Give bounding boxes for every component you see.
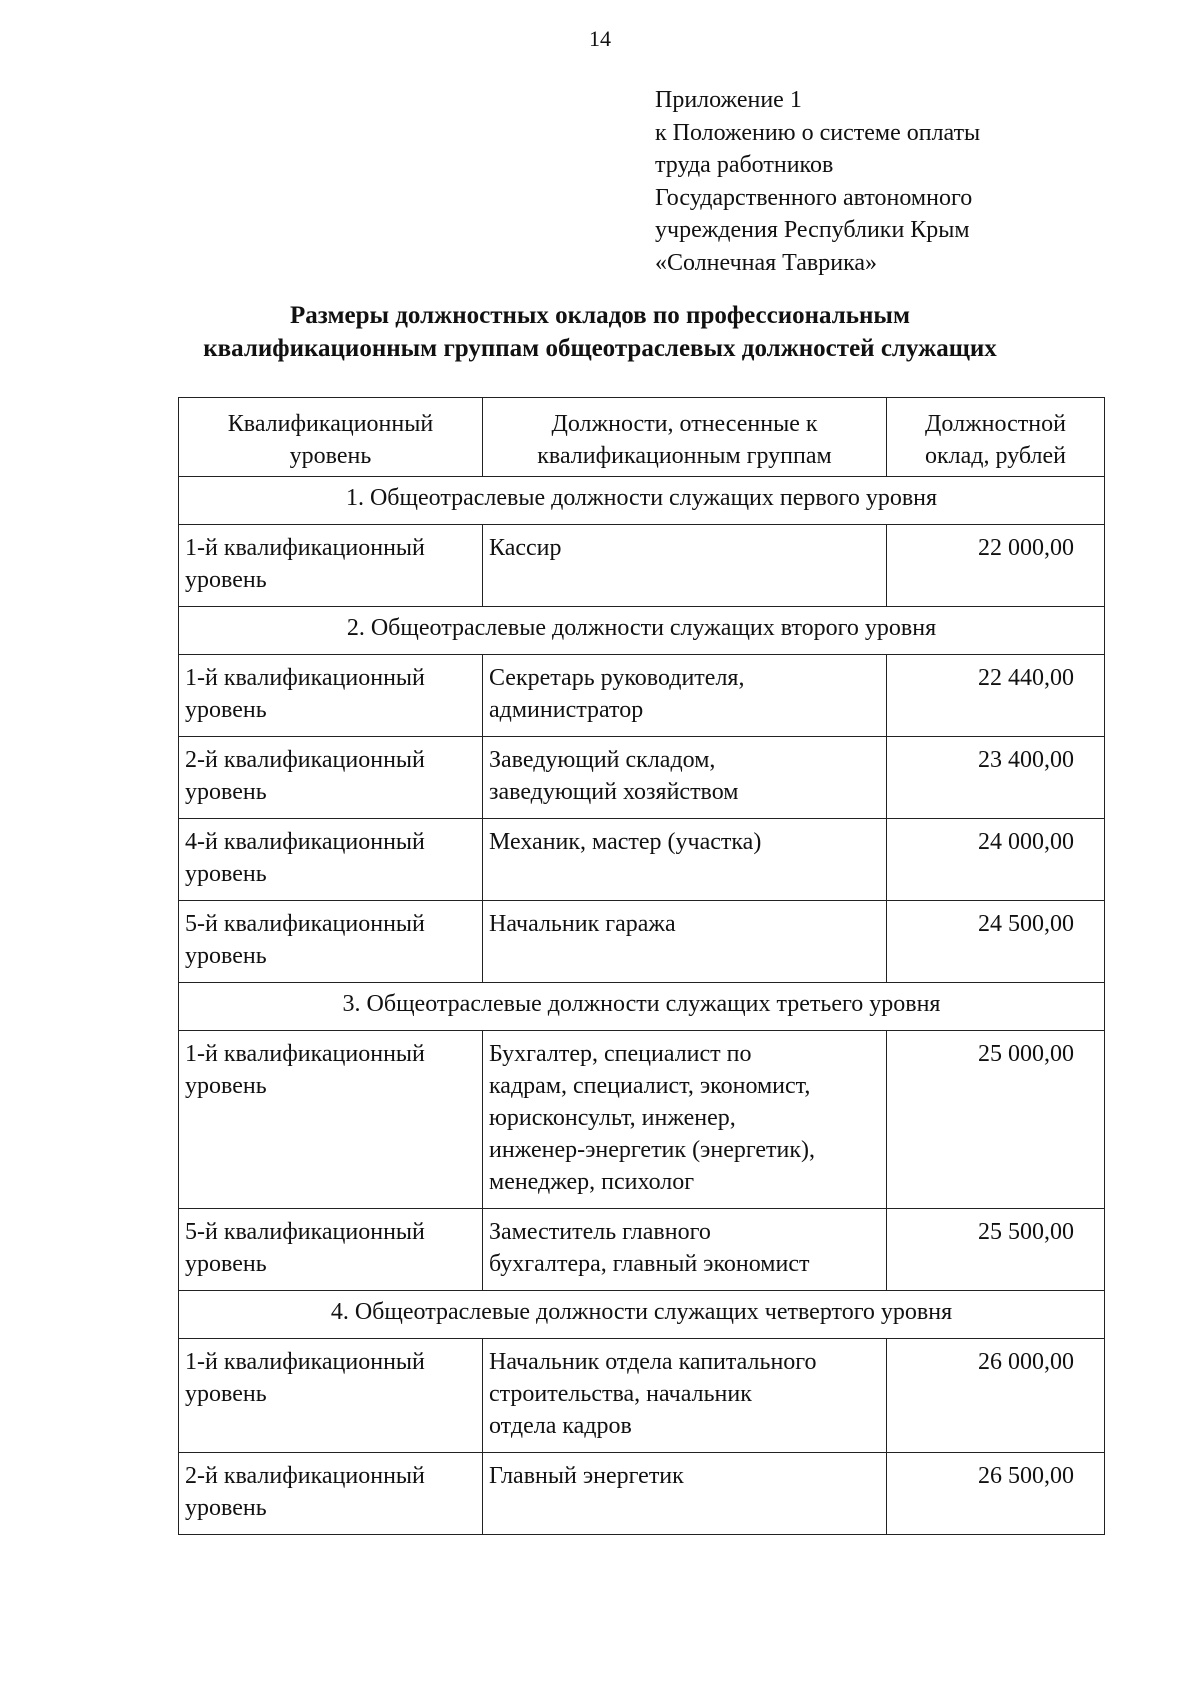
position-line: строительства, начальник [489,1381,752,1407]
salary-cell: 25 000,00 [887,1031,1105,1209]
salary-table [178,397,1105,1535]
table-row [179,819,1105,901]
level-line: уровень [185,861,267,887]
position-line: Начальник отдела капитального [489,1349,817,1375]
header-level [179,398,483,477]
positions-cell [483,1031,887,1209]
salary-cell: 26 000,00 [887,1339,1105,1453]
appendix-line: «Солнечная Таврика» [655,249,878,276]
header-level-line: Квалификационный [227,411,434,437]
salary-table-body [179,398,1105,1535]
level-cell [179,1453,483,1535]
position-line: бухгалтера, главный экономист [489,1251,810,1277]
table-row [179,655,1105,737]
header-positions [483,398,887,477]
group-title: 4. Общеотраслевые должности служащих четвертого уровня [179,1291,1105,1339]
appendix-line: Приложение 1 [655,87,802,113]
level-line: уровень [185,1073,267,1099]
position-line: Бухгалтер, специалист по [489,1041,752,1067]
position-line: отдела кадров [489,1413,632,1439]
positions-cell [483,655,887,737]
appendix-line: учреждения Республики Крым [655,217,970,243]
header-salary-line: Должностной [925,411,1066,437]
level-line: уровень [185,779,267,805]
level-cell [179,1339,483,1453]
level-line: уровень [185,943,267,969]
salary-cell: 24 000,00 [887,819,1105,901]
table-row [179,525,1105,607]
table-row [179,1209,1105,1291]
header-positions-line: Должности, отнесенные к [551,411,818,437]
salary-cell: 22 000,00 [887,525,1105,607]
group-header-row [179,607,1105,655]
position-line: юрисконсульт, инженер, [489,1105,736,1131]
level-line: 5-й квалификационный [185,911,425,937]
salary-cell: 24 500,00 [887,901,1105,983]
position-line: кадрам, специалист, экономист, [489,1073,811,1099]
level-line: уровень [185,697,267,723]
level-cell [179,901,483,983]
level-cell [179,819,483,901]
group-header-row [179,1291,1105,1339]
level-cell [179,1209,483,1291]
level-line: уровень [185,1381,267,1407]
level-line: 5-й квалификационный [185,1219,425,1245]
level-line: 1-й квалификационный [185,665,425,691]
group-header-row [179,477,1105,525]
salary-cell: 23 400,00 [887,737,1105,819]
position-line: Секретарь руководителя, [489,665,745,691]
document-title [0,299,1200,365]
level-line: 2-й квалификационный [185,747,425,773]
group-title: 1. Общеотраслевые должности служащих первого уровня [179,477,1105,525]
position-line: Главный энергетик [489,1463,684,1489]
level-line: 1-й квалификационный [185,1349,425,1375]
header-level-line: уровень [289,443,372,469]
group-title: 3. Общеотраслевые должности служащих третьего уровня [179,983,1105,1031]
position-line: заведующий хозяйством [489,779,739,805]
positions-cell [483,1209,887,1291]
title-line-2: квалификационным группам общеотраслевых должностей служащих [203,335,997,362]
appendix-line: Государственного автономного [655,184,973,211]
positions-cell [483,901,887,983]
salary-cell: 22 440,00 [887,655,1105,737]
position-line: инженер-энергетик (энергетик), [489,1137,816,1163]
header-positions-line: квалификационным группам [537,443,832,469]
level-line: 1-й квалификационный [185,1041,425,1067]
appendix-line: к Положению о системе оплаты [655,119,981,146]
level-cell [179,525,483,607]
position-line: администратор [489,697,644,723]
appendix-note [655,84,1095,279]
level-line: уровень [185,567,267,593]
level-line: уровень [185,1251,267,1277]
position-line: Заведующий складом, [489,747,716,773]
title-line-1: Размеры должностных окладов по профессиональным [290,302,910,329]
appendix-line: труда работников [655,152,834,178]
table-header-row [179,398,1105,477]
position-line: менеджер, психолог [489,1169,695,1195]
table-row [179,1453,1105,1535]
positions-cell [483,525,887,607]
level-cell [179,737,483,819]
table-row [179,1339,1105,1453]
group-header-row [179,983,1105,1031]
positions-cell [483,737,887,819]
table-row [179,737,1105,819]
level-line: 2-й квалификационный [185,1463,425,1489]
page-number: 14 [589,26,611,51]
header-salary-line: оклад, рублей [925,443,1066,469]
group-title: 2. Общеотраслевые должности служащих второго уровня [179,607,1105,655]
table-row [179,1031,1105,1209]
positions-cell [483,1453,887,1535]
level-line: 1-й квалификационный [185,535,425,561]
position-line: Заместитель главного [489,1219,711,1245]
position-line: Начальник гаража [489,911,676,937]
salary-cell: 26 500,00 [887,1453,1105,1535]
level-cell [179,1031,483,1209]
position-line: Механик, мастер (участка) [489,829,762,855]
position-line: Кассир [489,535,562,561]
level-line: уровень [185,1495,267,1521]
level-line: 4-й квалификационный [185,829,425,855]
table-row [179,901,1105,983]
header-salary [887,398,1105,477]
positions-cell [483,1339,887,1453]
positions-cell [483,819,887,901]
level-cell [179,655,483,737]
salary-cell: 25 500,00 [887,1209,1105,1291]
